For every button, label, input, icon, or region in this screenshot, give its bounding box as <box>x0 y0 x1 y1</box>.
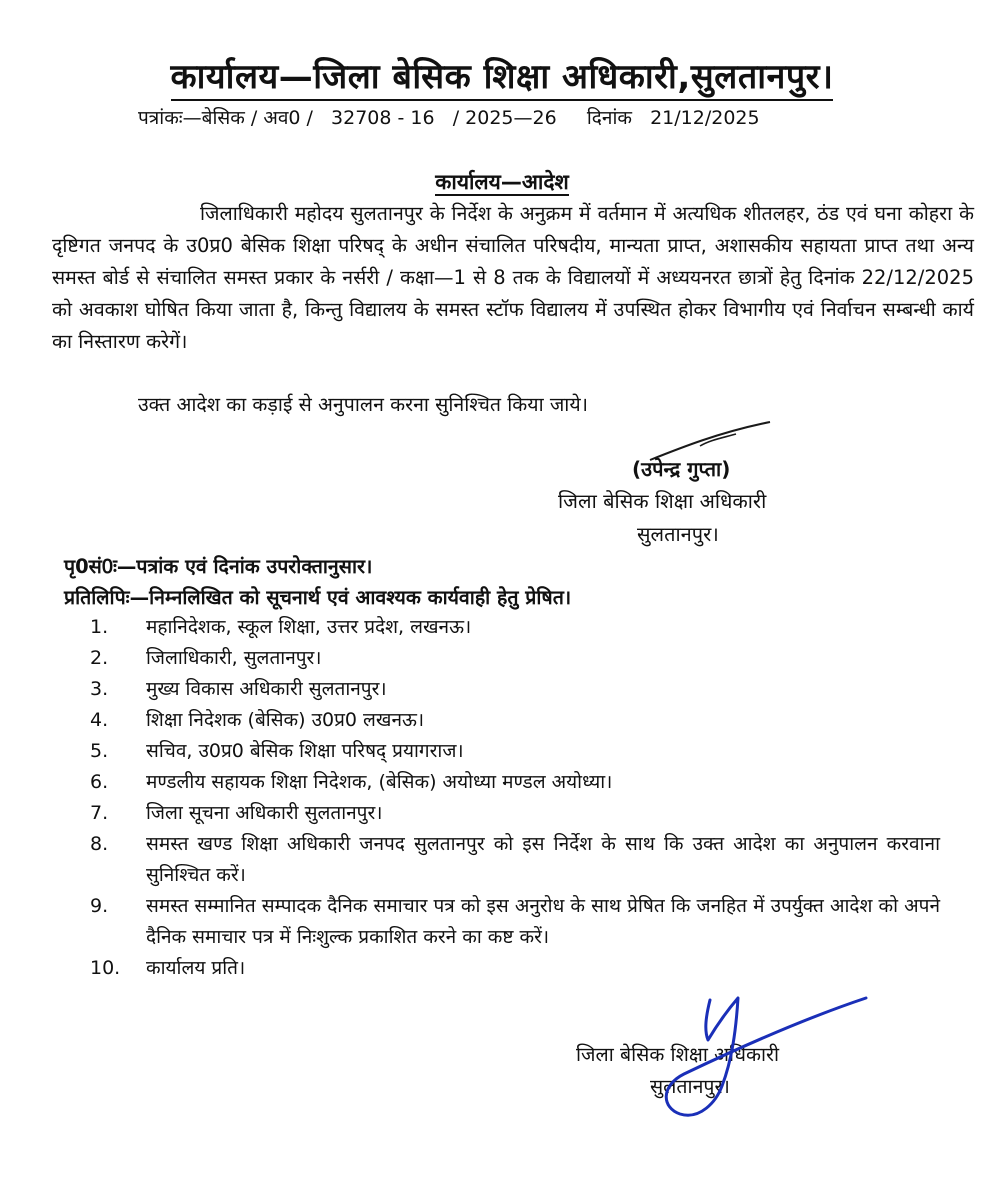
signatory-city: सुलतानपुर। <box>637 522 719 546</box>
signatory-name: (उपेन्द्र गुप्ता) <box>632 457 731 481</box>
list-item <box>90 891 940 953</box>
order-paragraph: जिलाधिकारी महोदय सुलतानपुर के निर्देश के अनुक्रम में वर्तमान में अत्यधिक शीतलहर, ठंड एवं घना कोहरा के दृष्टिगत जनपद के उ0प्र0 बेसिक शिक्षा परिषद् के अधीन संचालित परिषदीय, मान्यता प्राप्त, अशासकीय सहायता प्राप्त तथा अन्य समस्त बोर्ड से संचालित समस्त प्रकार के नर्सरी / कक्षा—1 से 8 तक के विद्यालयों में अध्ययनरत छात्रों हेतु दिनांक 22/12/2025 को अवकाश घोषित किया जाता है, किन्तु विद्यालय के समस्त स्टॉफ विद्यालय में उपस्थित होकर विभागीय एवं निर्वाचन सम्बन्धी कार्य का निस्तारण करेगें। <box>52 202 974 353</box>
list-item-text: जिला सूचना अधिकारी सुलतानपुर। <box>146 802 383 824</box>
list-item-number: 5. <box>90 740 109 762</box>
signatory-city-footer: सुलतानपुर। <box>650 1075 730 1098</box>
list-item-number: 7. <box>90 802 109 824</box>
list-item-number: 1. <box>90 616 109 638</box>
list-item-text: समस्त खण्ड शिक्षा अधिकारी जनपद सुलतानपुर को इस निर्देश के साथ कि उक्त आदेश का अनुपालन करवाना सुनिश्चित करें। <box>146 833 940 886</box>
list-item-text: समस्त सम्मानित सम्पादक दैनिक समाचार पत्र को इस अनुरोध के साथ प्रेषित कि जनहित में उपर्युक्त आदेश को अपने दैनिक समाचार पत्र में निःशुल्क प्रकाशित करने का कष्ट करें। <box>146 895 940 948</box>
list-item-number: 3. <box>90 678 109 700</box>
list-item-text: मण्डलीय सहायक शिक्षा निदेशक, (बेसिक) अयोध्या मण्डल अयोध्या। <box>146 771 613 793</box>
office-title: कार्यालय—जिला बेसिक शिक्षा अधिकारी,सुलतानपुर। <box>171 57 834 101</box>
signatory-designation: जिला बेसिक शिक्षा अधिकारी <box>558 489 767 513</box>
list-item-text: सचिव, उ0प्र0 बेसिक शिक्षा परिषद् प्रयागराज। <box>146 740 464 762</box>
list-item <box>90 767 940 798</box>
list-item <box>90 953 940 984</box>
list-item-number: 8. <box>90 833 109 855</box>
copy-heading: प्रतिलिपिः—निम्नलिखित को सूचनार्थ एवं आवश्यक कार्यवाही हेतु प्रेषित। <box>64 586 572 609</box>
signatory-designation-footer: जिला बेसिक शिक्षा अधिकारी <box>576 1043 780 1066</box>
list-item-text: शिक्षा निदेशक (बेसिक) उ0प्र0 लखनऊ। <box>146 709 425 731</box>
list-item-text: मुख्य विकास अधिकारी सुलतानपुर। <box>146 678 387 700</box>
list-item-number: 2. <box>90 647 109 669</box>
order-heading-text: कार्यालय—आदेश <box>435 170 569 194</box>
list-item <box>90 736 940 767</box>
copy-reference-line: पृ0सं0ः—पत्रांक एवं दिनांक उपरोक्तानुसार। <box>64 555 373 578</box>
compliance-line: उक्त आदेश का कड़ाई से अनुपालन करना सुनिश्चित किया जाये। <box>138 393 589 416</box>
office-heading <box>0 52 1004 98</box>
reference-line: पत्रांकः—बेसिक / अव0 / 32708 - 16 / 2025—26 दिनांक 21/12/2025 <box>138 107 760 129</box>
list-item-text: जिलाधिकारी, सुलतानपुर। <box>146 647 322 669</box>
copy-recipient-list <box>90 612 940 984</box>
list-item-text: कार्यालय प्रति। <box>146 957 246 979</box>
list-item <box>90 643 940 674</box>
list-item-number: 9. <box>90 895 109 917</box>
list-item <box>90 798 940 829</box>
list-item <box>90 612 940 643</box>
list-item-text: महानिदेशक, स्कूल शिक्षा, उत्तर प्रदेश, लखनऊ। <box>146 616 472 638</box>
list-item-number: 10. <box>90 957 121 979</box>
list-item <box>90 829 940 891</box>
list-item <box>90 674 940 705</box>
list-item <box>90 705 940 736</box>
list-item-number: 6. <box>90 771 109 793</box>
order-heading <box>0 168 1004 196</box>
signature-mark-2 <box>640 990 880 1130</box>
list-item-number: 4. <box>90 709 109 731</box>
